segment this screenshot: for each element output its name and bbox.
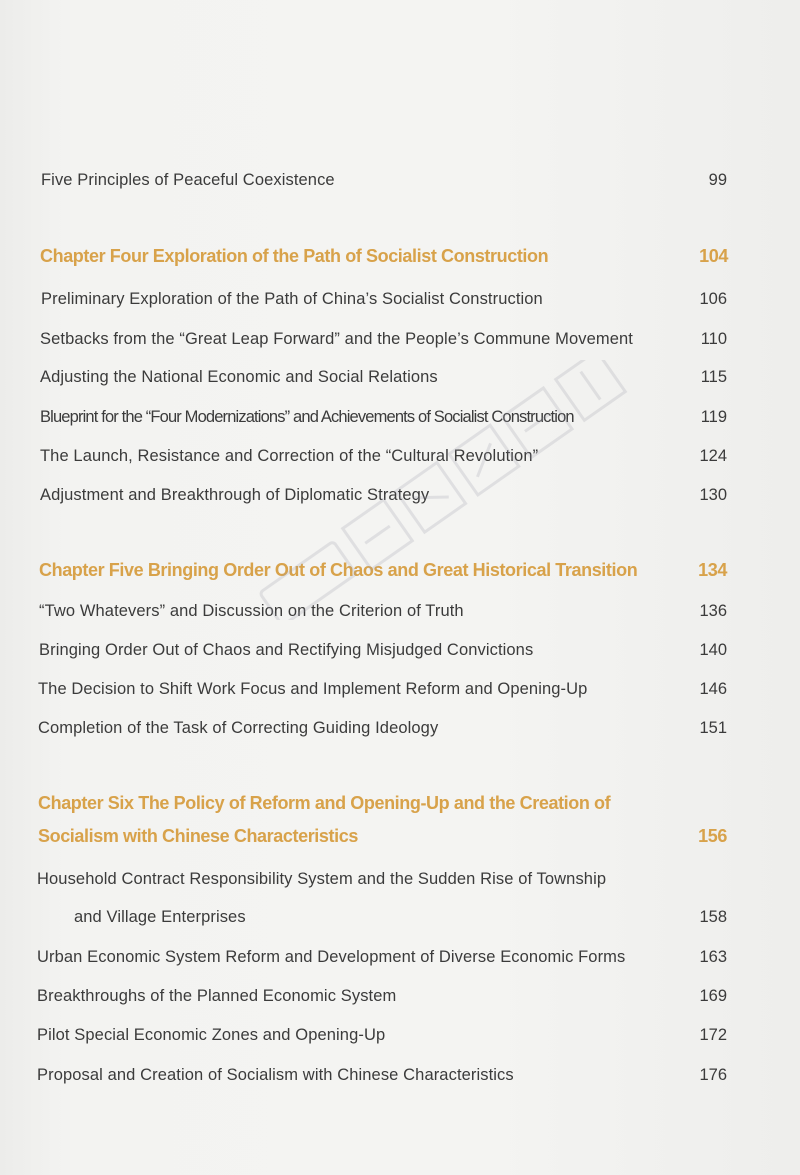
- entry-title: Pilot Special Economic Zones and Opening-Up: [37, 1026, 386, 1044]
- entry-page: 172: [699, 1026, 727, 1044]
- entry-title: Proposal and Creation of Socialism with Chinese Characteristics: [37, 1066, 514, 1084]
- entry-title: The Decision to Shift Work Focus and Implement Reform and Opening-Up: [38, 680, 588, 698]
- chapter-page: 134: [698, 560, 727, 580]
- entry-page: 151: [699, 719, 727, 737]
- entry-page: 119: [700, 408, 727, 426]
- entry-title: The Launch, Resistance and Correction of the “Cultural Revolution”: [40, 447, 539, 465]
- entry-page: 99: [708, 171, 727, 189]
- toc-entry: [0, 641, 800, 671]
- entry-title: Urban Economic System Reform and Development of Diverse Economic Forms: [37, 948, 626, 966]
- entry-title: Completion of the Task of Correcting Guiding Ideology: [38, 719, 439, 737]
- entry-page: 130: [699, 486, 727, 504]
- entry-page: 110: [700, 330, 727, 348]
- entry-page: 124: [699, 447, 727, 465]
- toc-entry: [0, 680, 800, 710]
- toc-entry: [0, 1026, 800, 1056]
- toc-entry: [0, 987, 800, 1017]
- toc-entry: [0, 447, 800, 477]
- toc-entry-continued: [0, 908, 800, 938]
- chapter-title: Chapter Five Bringing Order Out of Chaos and Great Historical Transition: [39, 560, 638, 580]
- chapter-heading: [0, 246, 800, 276]
- entry-title: Five Principles of Peaceful Coexistence: [41, 171, 335, 189]
- toc-entry: [0, 330, 800, 360]
- chapter-heading-continued: [0, 826, 800, 856]
- toc-entry: [0, 368, 800, 398]
- entry-title: and Village Enterprises: [74, 908, 246, 926]
- chapter-page: 156: [698, 826, 727, 846]
- entry-title: “Two Whatevers” and Discussion on the Criterion of Truth: [39, 602, 464, 620]
- chapter-title: Chapter Six The Policy of Reform and Opening-Up and the Creation of: [38, 793, 611, 813]
- chapter-title: Chapter Four Exploration of the Path of Socialist Construction: [40, 246, 549, 266]
- entry-title: Breakthroughs of the Planned Economic System: [37, 987, 397, 1005]
- toc-entry: [0, 948, 800, 978]
- toc-entry: [0, 870, 800, 900]
- toc-entry: [0, 290, 800, 320]
- entry-page: 146: [699, 680, 727, 698]
- entry-title: Household Contract Responsibility System and the Sudden Rise of Township: [37, 870, 607, 888]
- toc-entry: [0, 171, 800, 201]
- toc-entry: [0, 1066, 800, 1096]
- entry-page: 140: [699, 641, 727, 659]
- toc-entry: [0, 719, 800, 749]
- entry-title: Blueprint for the “Four Modernizations” and Achievements of Socialist Construction: [40, 408, 574, 426]
- entry-title: Setbacks from the “Great Leap Forward” and the People’s Commune Movement: [40, 330, 633, 348]
- entry-page: 176: [699, 1066, 727, 1084]
- entry-page: 136: [699, 602, 727, 620]
- toc-entry: [0, 602, 800, 632]
- entry-page: 106: [699, 290, 727, 308]
- toc-entry: [0, 486, 800, 516]
- entry-title: Adjustment and Breakthrough of Diplomatic Strategy: [40, 486, 430, 504]
- entry-title: Preliminary Exploration of the Path of China’s Socialist Construction: [41, 290, 543, 308]
- chapter-page: 104: [699, 246, 728, 266]
- entry-page: 163: [699, 948, 727, 966]
- chapter-title: Socialism with Chinese Characteristics: [38, 826, 358, 846]
- entry-title: Adjusting the National Economic and Social Relations: [40, 368, 438, 386]
- chapter-heading: [0, 793, 800, 823]
- entry-page: 169: [699, 987, 727, 1005]
- entry-page: 115: [700, 368, 727, 386]
- toc-entry: [0, 408, 800, 438]
- entry-title: Bringing Order Out of Chaos and Rectifying Misjudged Convictions: [39, 641, 534, 659]
- entry-page: 158: [699, 908, 727, 926]
- chapter-heading: [0, 560, 800, 590]
